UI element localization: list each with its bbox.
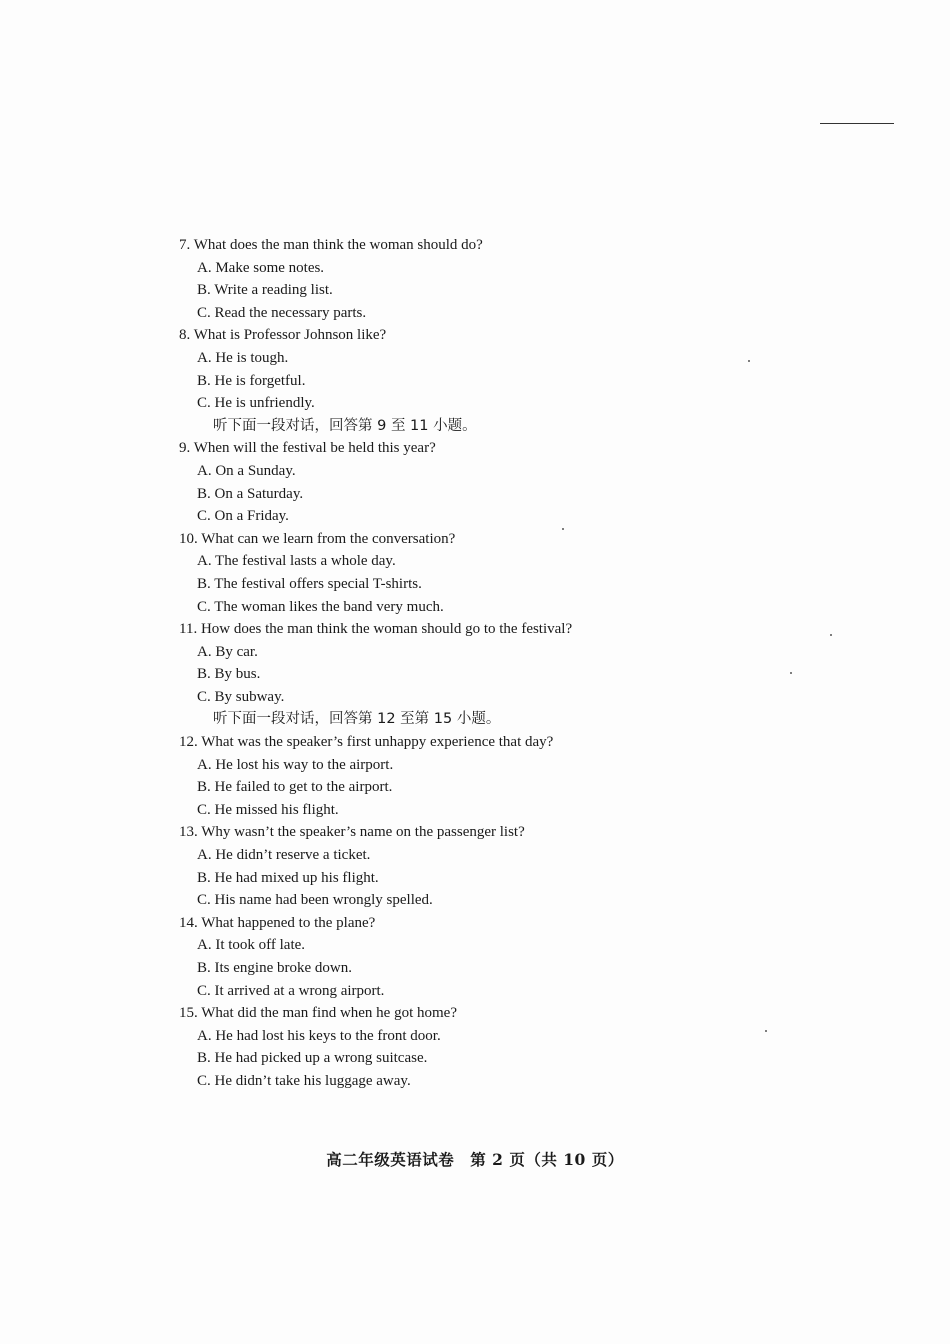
option-a: A. He is tough. — [197, 349, 289, 366]
option-c: C. Read the necessary parts. — [197, 304, 367, 321]
question-text: 11. How does the man think the woman should go to the festival? — [179, 621, 573, 638]
option-b: B. The festival offers special T-shirts. — [197, 575, 422, 592]
question-text: 8. What is Professor Johnson like? — [179, 327, 387, 344]
question-9 — [179, 437, 819, 527]
question-text: 15. What did the man find when he got home? — [179, 1005, 457, 1022]
option-b: B. He is forgetful. — [197, 372, 306, 389]
scan-speck — [790, 672, 792, 674]
question-7 — [179, 234, 819, 324]
question-13 — [179, 821, 819, 911]
question-text: 14. What happened to the plane? — [179, 914, 376, 931]
option-a: A. He lost his way to the airport. — [197, 756, 394, 773]
option-c: C. By subway. — [197, 688, 285, 705]
option-c: C. On a Friday. — [197, 508, 289, 525]
option-c: C. His name had been wrongly spelled. — [197, 892, 433, 909]
question-text: 10. What can we learn from the conversation? — [179, 530, 456, 547]
option-a: A. On a Sunday. — [197, 462, 296, 479]
scan-speck — [562, 528, 564, 530]
option-c: C. The woman likes the band very much. — [197, 598, 444, 615]
option-c: C. He is unfriendly. — [197, 395, 315, 412]
option-c: C. He didn’t take his luggage away. — [197, 1072, 411, 1089]
scan-speck — [748, 360, 750, 362]
question-14 — [179, 912, 819, 1002]
section-instruction: 听下面一段对话，回答第 9 至 11 小题。 — [213, 417, 477, 434]
option-c: C. He missed his flight. — [197, 801, 339, 818]
option-a: A. He didn’t reserve a ticket. — [197, 847, 371, 864]
option-a: A. The festival lasts a whole day. — [197, 553, 396, 570]
option-a: A. By car. — [197, 643, 258, 660]
top-rule — [820, 123, 894, 124]
option-b: B. Write a reading list. — [197, 282, 333, 299]
option-b: B. He had picked up a wrong suitcase. — [197, 1050, 428, 1067]
question-10 — [179, 528, 819, 618]
section-instruction: 听下面一段对话，回答第 12 至第 15 小题。 — [213, 711, 501, 728]
question-text: 7. What does the man think the woman should do? — [179, 237, 483, 253]
option-b: B. He had mixed up his flight. — [197, 869, 379, 886]
option-b: B. By bus. — [197, 666, 261, 683]
option-c: C. It arrived at a wrong airport. — [197, 982, 385, 999]
question-list — [179, 234, 819, 1093]
question-text: 12. What was the speaker’s first unhappy experience that day? — [179, 734, 554, 751]
scan-speck — [830, 634, 832, 636]
question-11 — [179, 618, 819, 708]
question-8 — [179, 324, 819, 414]
option-a: A. It took off late. — [197, 937, 306, 954]
option-b: B. Its engine broke down. — [197, 960, 352, 976]
option-a: A. He had lost his keys to the front door. — [197, 1027, 441, 1044]
option-b: B. He failed to get to the airport. — [197, 779, 393, 796]
option-b: B. On a Saturday. — [197, 485, 304, 502]
question-text: 13. Why wasn’t the speaker’s name on the passenger list? — [179, 824, 525, 841]
option-a: A. Make some notes. — [197, 259, 325, 276]
question-text: 9. When will the festival be held this year? — [179, 440, 436, 457]
question-12 — [179, 731, 819, 821]
scan-speck — [765, 1030, 767, 1032]
page-footer: 高二年级英语试卷 第 2 页（共 10 页） — [326, 1150, 624, 1169]
question-15 — [179, 1002, 819, 1092]
